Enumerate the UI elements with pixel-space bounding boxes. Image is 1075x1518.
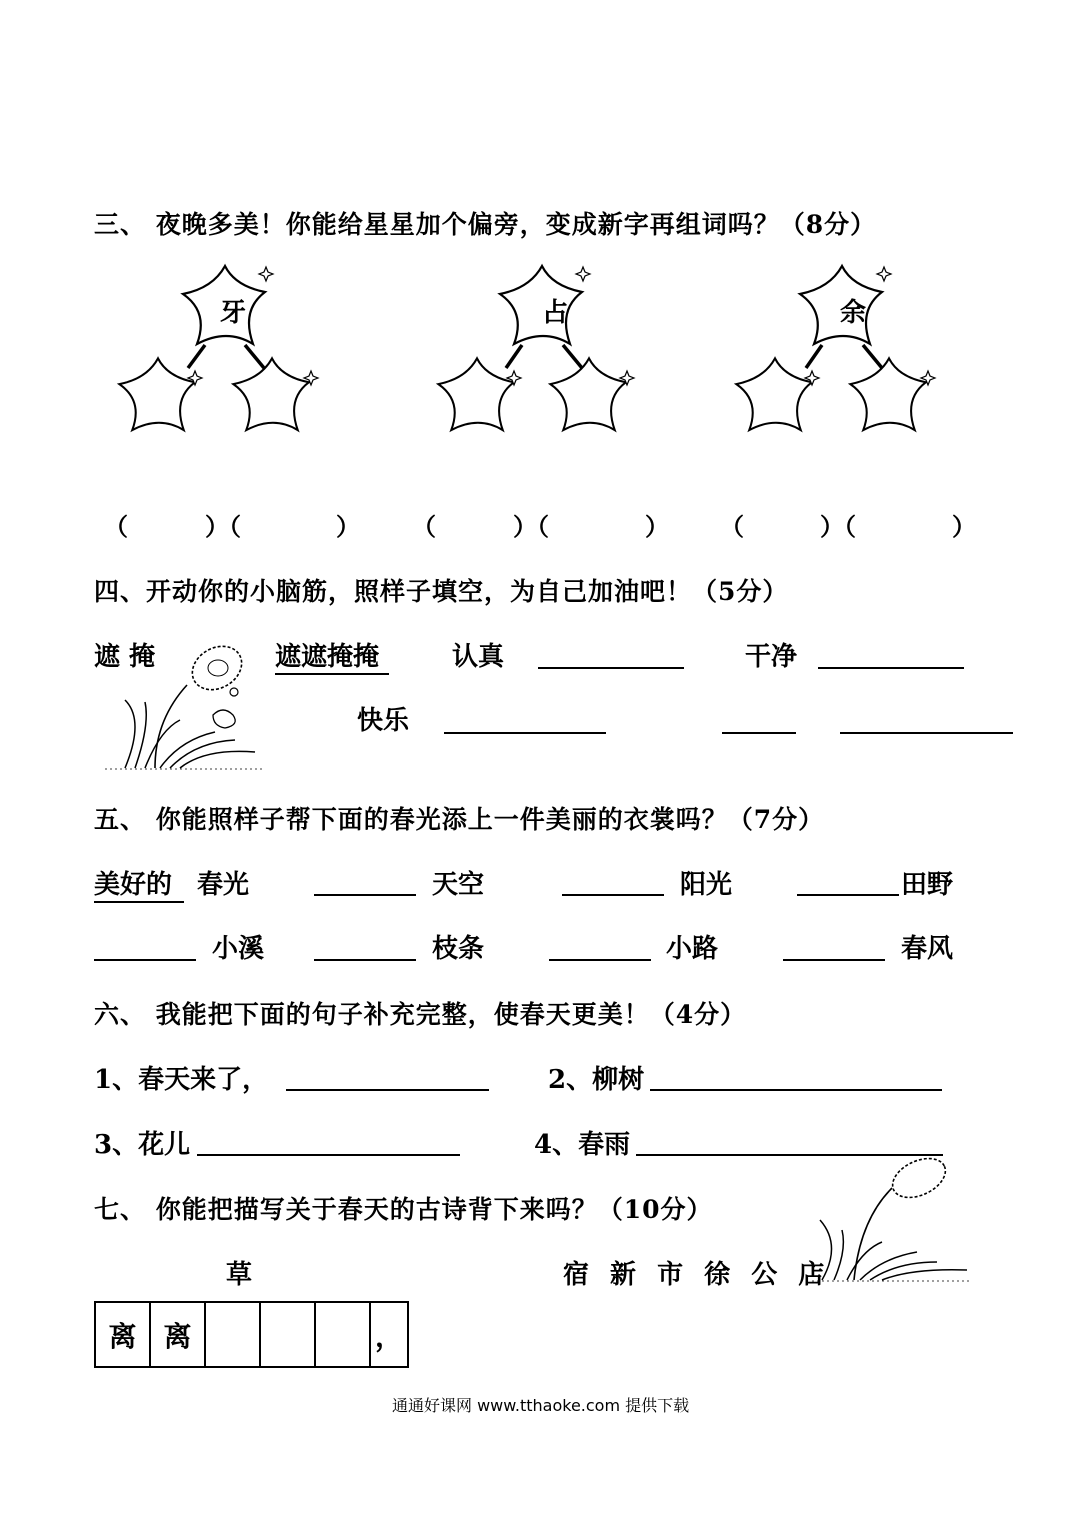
q5-blank-3[interactable] — [797, 894, 899, 896]
grid-cell-3[interactable] — [205, 1302, 260, 1367]
q4-title: 四、开动你的小脑筋，照样子填空，为自己加油吧！（5分） — [94, 577, 789, 606]
grid-cell-6: ， — [370, 1302, 408, 1367]
star-group-2 — [438, 266, 634, 430]
star-char-1: 牙 — [220, 298, 247, 328]
poem-writing-grid — [94, 1301, 409, 1368]
grass-flower-icon — [105, 630, 275, 775]
q6-sentence-2: 2、柳树 — [548, 1065, 645, 1095]
q5-row1-word-2: 天空 — [432, 870, 485, 900]
q5-blank-5[interactable] — [314, 959, 416, 961]
paren-5: ）（ — [513, 512, 549, 541]
q5-blank-6[interactable] — [549, 959, 651, 961]
star-char-3: 余 — [840, 298, 867, 328]
q4-blank-4[interactable] — [722, 732, 796, 734]
paren-9: ） — [952, 512, 976, 541]
q5-blank-7[interactable] — [783, 959, 885, 961]
poem-title-1: 草 — [226, 1260, 253, 1290]
q5-blank-4[interactable] — [94, 959, 196, 961]
q6-blank-3[interactable] — [197, 1154, 460, 1156]
grass-flower-icon-2 — [812, 1150, 977, 1285]
stars-illustration — [0, 250, 1075, 450]
q5-row1-word-3: 阳光 — [680, 870, 733, 900]
q4-example-word: 遮 掩 — [94, 642, 156, 672]
q6-sentence-3: 3、花儿 — [94, 1130, 191, 1160]
q4-blank-3[interactable] — [444, 732, 606, 734]
paren-4: （ — [412, 512, 436, 541]
q5-row2-word-2: 枝条 — [432, 934, 485, 964]
q4-word-2: 干净 — [745, 642, 798, 672]
q3-title: 三、 夜晚多美！你能给星星加个偏旁，变成新字再组词吗？（8分） — [94, 210, 877, 239]
star-group-1 — [119, 266, 318, 430]
q5-blank-1[interactable] — [314, 894, 416, 896]
q5-row2-word-4: 春风 — [901, 934, 954, 964]
footer-text: 通通好课网 www.tthaoke.com 提供下载 — [392, 1396, 690, 1415]
grid-cell-1: 离 — [95, 1302, 150, 1367]
paren-2: ）（ — [205, 512, 241, 541]
star-char-2: 占 — [542, 298, 569, 328]
paren-6: ） — [645, 512, 669, 541]
q6-blank-2[interactable] — [650, 1089, 942, 1091]
grid-cell-4[interactable] — [260, 1302, 315, 1367]
q7-title: 七、 你能把描写关于春天的古诗背下来吗？（10分） — [94, 1195, 713, 1224]
q6-blank-1[interactable] — [286, 1089, 489, 1091]
paren-3: ） — [336, 512, 360, 541]
grid-cell-2: 离 — [150, 1302, 205, 1367]
q4-word-3: 快乐 — [357, 706, 410, 736]
q5-blank-2[interactable] — [562, 894, 664, 896]
q4-blank-1[interactable] — [538, 667, 684, 669]
paren-7: （ — [720, 512, 744, 541]
q4-blank-5[interactable] — [840, 732, 1013, 734]
q5-row2-word-1: 小溪 — [212, 934, 265, 964]
poem-title-2: 宿 新 市 徐 公 店 — [563, 1260, 831, 1290]
q6-sentence-4: 4、春雨 — [534, 1130, 631, 1160]
q5-row1-word-1: 春光 — [197, 870, 250, 900]
q5-row2-word-3: 小路 — [666, 934, 719, 964]
paren-1: （ — [104, 512, 128, 541]
q5-row1-word-4: 田野 — [901, 870, 954, 900]
q6-sentence-1: 1、春天来了， — [94, 1065, 269, 1095]
q4-word-1: 认真 — [452, 642, 505, 672]
q5-example-answer: 美好的 — [94, 864, 184, 903]
star-group-3 — [736, 266, 935, 430]
q5-title: 五、 你能照样子帮下面的春光添上一件美丽的衣裳吗？（7分） — [94, 805, 825, 834]
q4-example-answer: 遮遮掩掩 — [275, 636, 389, 675]
q4-blank-2[interactable] — [818, 667, 964, 669]
q6-title: 六、 我能把下面的句子补充完整，使春天更美！（4分） — [94, 1000, 747, 1029]
grid-cell-5[interactable] — [315, 1302, 370, 1367]
paren-8: ）（ — [820, 512, 856, 541]
